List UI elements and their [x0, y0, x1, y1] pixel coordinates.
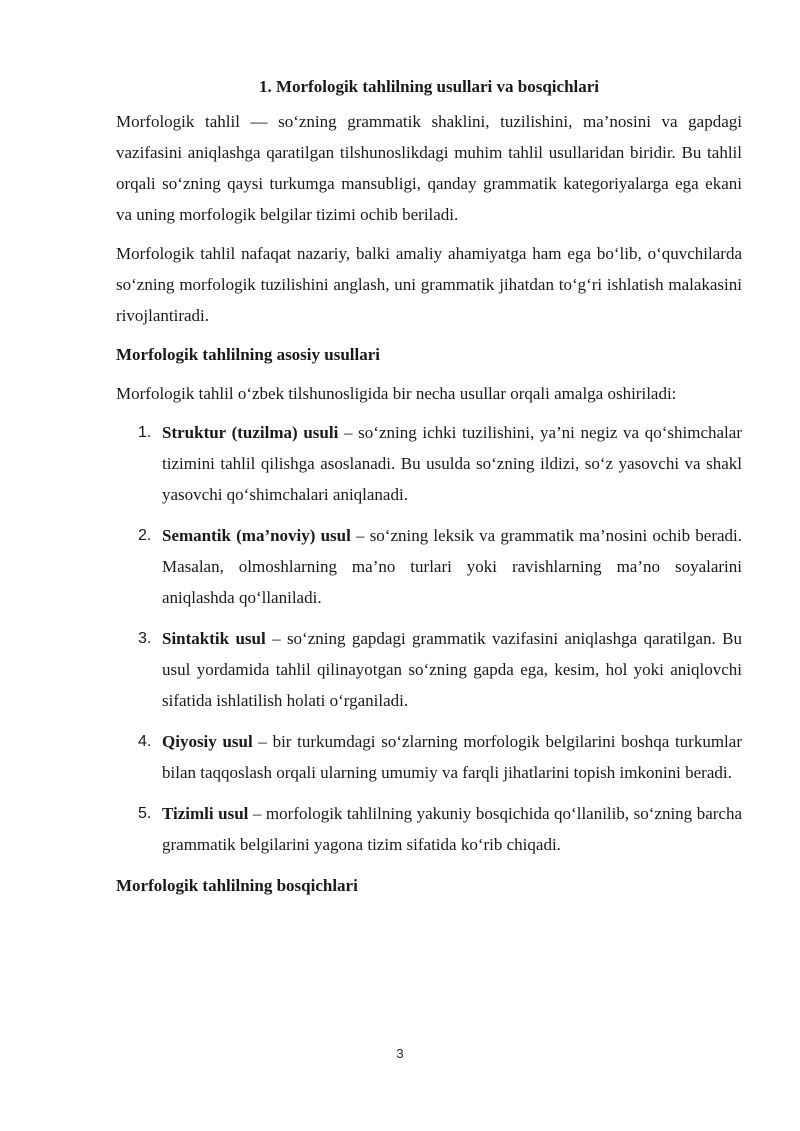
list-item [116, 417, 742, 510]
document-page [116, 72, 742, 909]
method-term: Tizimli usul [162, 804, 249, 823]
list-item-number: 5. [138, 805, 152, 822]
method-description: – so‘zning leksik va grammatik ma’nosini ochib beradi. Masalan, olmoshlarning ma’no turlari yoki ravishlarning ma’no soyalarini aniqlashda qo‘llaniladi. [162, 526, 742, 607]
list-item [116, 798, 742, 860]
section-heading-methods: Morfologik tahlilning asosiy usullari [116, 345, 381, 364]
list-item [116, 623, 742, 716]
method-description: – so‘zning gapdagi grammatik vazifasini aniqlashga qaratilgan. Bu usul yordamida tahlil qilinayotgan so‘zning gapda ega, kesim, hol yoki aniqlovchi sifatida ishlatilish holati o‘rganiladi. [162, 629, 742, 710]
methods-lead-paragraph: Morfologik tahlil o‘zbek tilshunosligida bir necha usullar orqali amalga oshiriladi: [116, 384, 677, 403]
method-description: – bir turkumdagi so‘zlarning morfologik belgilarini boshqa turkumlar bilan taqqoslash orqali ularning umumiy va farqli jihatlarini topish imkonini beradi. [162, 732, 742, 782]
list-item [116, 726, 742, 788]
intro-paragraph-2: Morfologik tahlil nafaqat nazariy, balki amaliy ahamiyatga ham ega bo‘lib, o‘quvchilarda so‘zning morfologik tuzilishini anglash, uni grammatik jihatdan to‘g‘ri ishlatish malakasini rivojlantiradi. [116, 244, 742, 325]
method-term: Sintaktik usul [162, 629, 266, 648]
method-term: Semantik (ma’noviy) usul [162, 526, 351, 545]
page-number: 3 [396, 1046, 404, 1061]
list-item-number: 2. [138, 527, 152, 544]
list-item-number: 3. [138, 630, 152, 647]
method-term: Qiyosiy usul [162, 732, 253, 751]
document-title: 1. Morfologik tahlilning usullari va bosqichlari [258, 77, 600, 96]
section-heading-stages: Morfologik tahlilning bosqichlari [116, 876, 358, 895]
method-description: – morfologik tahlilning yakuniy bosqichida qo‘llanilib, so‘zning barcha grammatik belgilarini yagona tizim sifatida ko‘rib chiqadi. [162, 804, 742, 854]
list-item-number: 1. [138, 424, 152, 441]
list-item-number: 4. [138, 733, 152, 750]
methods-list [116, 417, 742, 860]
list-item [116, 520, 742, 613]
intro-paragraph-1: Morfologik tahlil — so‘zning grammatik shaklini, tuzilishini, ma’nosini va gapdagi vazifasini aniqlashga qaratilgan tilshunoslikdagi muhim tahlil usullaridan biridir. Bu tahlil orqali so‘zning qaysi turkumga mansubligi, qanday grammatik kategoriyalarga ega ekani va uning morfologik belgilar tizimi ochib beriladi. [116, 112, 742, 224]
method-description: – so‘zning ichki tuzilishini, ya’ni negiz va qo‘shimchalar tizimini tahlil qilishga asoslanadi. Bu usulda so‘zning ildizi, so‘z yasovchi va shakl yasovchi qo‘shimchalari aniqlanadi. [162, 423, 742, 504]
method-term: Struktur (tuzilma) usuli [162, 423, 339, 442]
